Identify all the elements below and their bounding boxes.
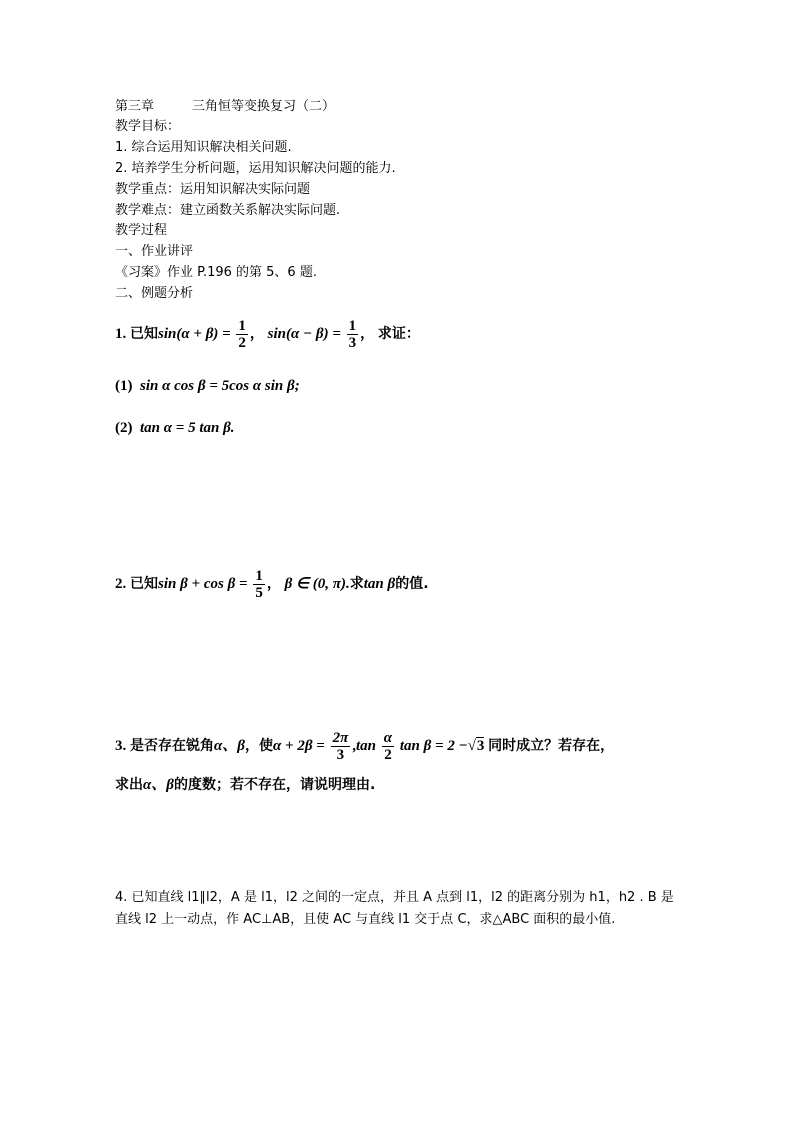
- fraction-one-fifth: $\frac{1}{5}$: [255, 568, 263, 601]
- process-label: 教学过程: [115, 223, 168, 238]
- problem-2-statement: 2. 已知sin β + cos β = $\frac{1}{5}$ ， β ∈ (0, π).求tan β的值.: [115, 568, 429, 601]
- fraction-one-half: $\frac{1}{2}$: [238, 318, 246, 351]
- sqrt-three: 3: [476, 737, 485, 754]
- chapter-heading: [115, 98, 335, 116]
- problem-3-statement-line-1: 3. 是否存在锐角α、β，使α + 2β = $\frac{2\pi}{3}$ ,tan $\frac{\alpha}{2}$ tan β = 2 −√3 同时成立？若存在，: [115, 730, 615, 763]
- problem-1-statement: 1. 已知sin(α + β) = $\frac{1}{2}$ ， sin(α − β) = $\frac{1}{3}$ ， 求证：: [115, 318, 420, 351]
- objective-item-2: 2. 培养学生分析问题，运用知识解决问题的能力.: [115, 161, 396, 176]
- key-point: 教学重点：运用知识解决实际问题: [115, 182, 311, 197]
- homework-reference: 《习案》作业 P.196 的第 5、6 题.: [115, 265, 317, 280]
- fraction-two-pi-over-three: $\frac{2\pi}{3}$: [332, 730, 349, 763]
- problem-1-part-1: (1) sin α cos β = 5cos α sin β;: [115, 378, 300, 394]
- fraction-one-third: $\frac{1}{3}$: [348, 318, 357, 351]
- fraction-alpha-over-two: $\frac{\alpha}{2}$: [383, 730, 393, 763]
- objective-item-1: 1. 综合运用知识解决相关问题.: [115, 140, 292, 155]
- objectives-label: 教学目标：: [115, 119, 181, 134]
- problem-4-statement: 4. 已知直线 l1∥l2，A 是 l1，l2 之间的一定点，并且 A 点到 l1，l2 的距离分别为 h1，h2 . B 是 直线 l2 上一动点，作 AC⊥AB，且使 AC 与直线 l1 交于点 C，求△ABC 面积的最小值.: [115, 890, 674, 927]
- chapter-label: 第三章: [115, 99, 155, 114]
- section-homework-review: 一、作业讲评: [115, 244, 194, 259]
- lesson-title: 三角恒等变换复习（二）: [192, 99, 336, 114]
- section-examples: 二、例题分析: [115, 286, 194, 301]
- difficulty: 教学难点：建立函数关系解决实际问题.: [115, 203, 341, 218]
- problem-3-statement-line-2: 求出α、β的度数；若不存在，请说明理由.: [115, 777, 376, 793]
- problem-1-part-2: (2) tan α = 5 tan β.: [115, 420, 235, 436]
